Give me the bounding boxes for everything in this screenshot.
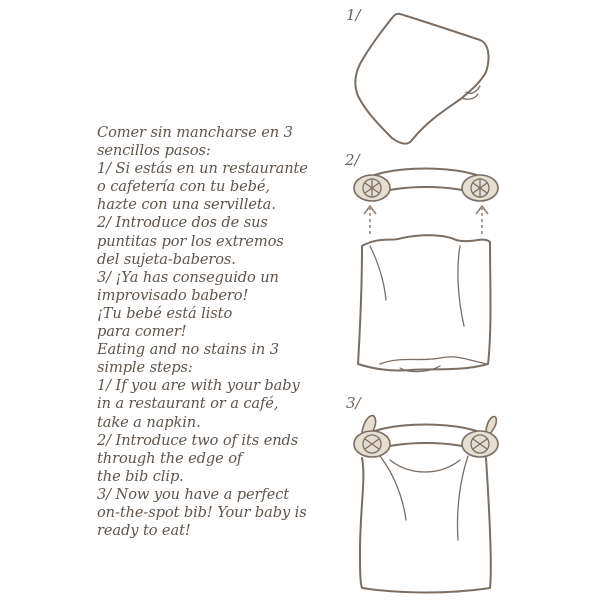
- text-line: on-the-spot bib! Your baby is: [97, 503, 307, 521]
- text-line: hazte con una servilleta.: [97, 196, 276, 214]
- text-line: 2/ Introduce dos de sus: [97, 214, 268, 232]
- napkin-icon: [340, 0, 500, 150]
- text-line: in a restaurant or a café,: [97, 395, 279, 413]
- bib-clip-with-napkin-icon: [340, 150, 510, 390]
- left-arrow-icon: [364, 206, 376, 234]
- text-line: simple steps:: [97, 359, 193, 377]
- text-line: 1/ Si estás en un restaurante: [97, 160, 308, 178]
- text-line: 1/ If you are with your baby: [97, 377, 300, 395]
- text-line: o cafetería con tu bebé,: [97, 178, 270, 196]
- text-line: Comer sin mancharse en 3: [97, 124, 293, 141]
- step-1-label: 1/: [346, 6, 361, 24]
- text-line: the bib clip.: [97, 467, 184, 485]
- text-line: para comer!: [97, 323, 187, 341]
- text-line: 2/ Introduce two of its ends: [97, 431, 299, 449]
- text-line: sencillos pasos:: [97, 142, 211, 160]
- text-line: puntitas por los extremos: [97, 232, 284, 250]
- text-line: take a napkin.: [97, 413, 201, 431]
- text-line: Eating and no stains in 3: [97, 341, 279, 359]
- text-line: del sujeta-baberos.: [97, 250, 236, 268]
- text-line: ¡Tu bebé está listo: [97, 304, 233, 322]
- text-line: ready to eat!: [97, 522, 191, 540]
- right-arrow-icon: [476, 206, 488, 234]
- instructions-text: [97, 124, 337, 540]
- text-line: improvisado babero!: [97, 286, 249, 304]
- step-2-label: 2/: [345, 151, 360, 169]
- text-line: through the edge of: [97, 449, 243, 467]
- text-line: 3/ Now you have a perfect: [97, 485, 290, 503]
- text-line: 3/ ¡Ya has conseguido un: [97, 268, 279, 286]
- step-3-label: 3/: [346, 394, 361, 412]
- spanish-instructions: [97, 124, 337, 341]
- english-instructions: [97, 341, 337, 540]
- finished-bib-icon: [340, 400, 510, 600]
